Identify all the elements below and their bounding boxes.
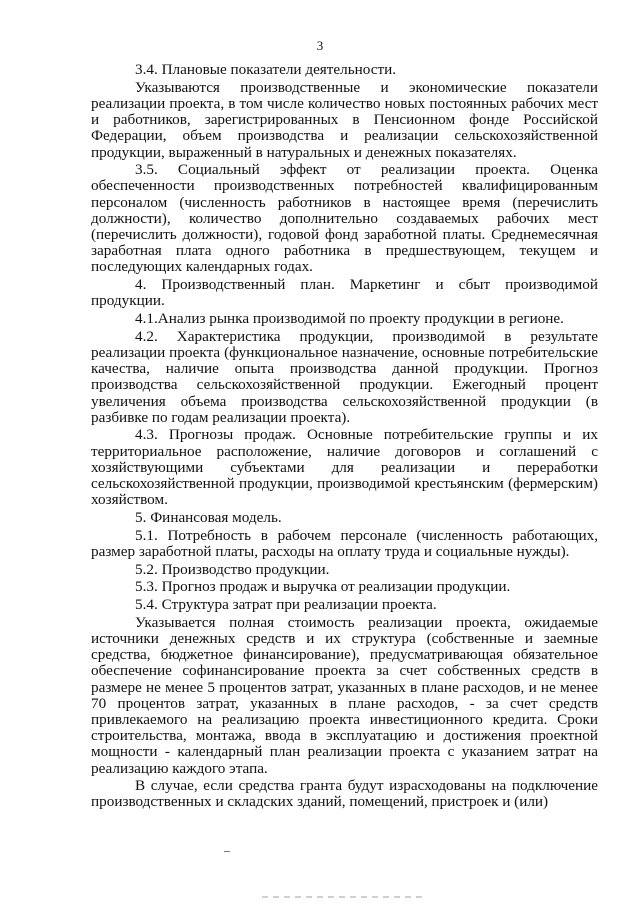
paragraph-5-4-body: Указывается полная стоимость реализации проекта, ожидаемые источники денежных средств и их структура (собственные и заемные средства, бюджетное финансирование), предусматривающая обязательное обеспечение софинансирование проекта за счет собственных средств в размере не менее 5 процентов затрат, указанных в плане расходов, и не менее 70 процентов затрат, указанных в плане расходов, - за счет средств привлекаемого на реализацию проекта инвестиционного кредита. Сроки строительства, монтажа, ввода в эксплуатацию и достижения проектной мощности - календарный план реализации проекта с указанием затрат на реализацию каждого этапа. (91, 613, 598, 777)
paragraph-4: 4. Производственный план. Маркетинг и сбыт производимой продукции. (91, 276, 598, 310)
paragraph-3-4-body: Указываются производственные и экономические показатели реализации проекта, в том числе количество новых постоянных рабочих мест и работников, зарегистрированных в Пенсионном фонде Российской Федерации, объем производства и реализации сельскохозяйственной продукции, выраженный в натуральных и денежных показателях. (91, 78, 598, 161)
paragraph-5: 5. Финансовая модель. (135, 508, 282, 526)
scan-artifact (262, 896, 422, 898)
paragraph-3-5: 3.5. Социальный эффект от реализации проекта. Оценка обеспеченности производственных потребностей квалифицированным персоналом (численность работников в настоящее время (перечислить должности), количество дополнительно создаваемых рабочих мест (перечислить должности), годовой фонд заработной платы. Среднемесячная заработная плата одного работника в предшествующем, текущем и последующих календарных годах. (91, 161, 598, 276)
paragraph-5-3: 5.3. Прогноз продаж и выручка от реализации продукции. (135, 578, 511, 596)
paragraph-5-2: 5.2. Производство продукции. (135, 560, 330, 578)
paragraph-4-3: 4.3. Прогнозы продаж. Основные потребительские группы и их территориальное расположение, наличие договоров и соглашений с хозяйствующими субъектами для реализации и переработки сельскохозяйственной продукции, производимой крестьянским (фермерским) хозяйством. (91, 426, 598, 509)
document-body (91, 62, 598, 812)
paragraph-3-4-heading: 3.4. Плановые показатели деятельности. (135, 61, 397, 78)
paragraph-5-1: 5.1. Потребность в рабочем персонале (численность работающих, размер заработной платы, расходы на оплату труда и социальные нужды). (91, 526, 598, 560)
paragraph-grant: В случае, если средства гранта будут израсходованы на подключение производственных и складских зданий, помещений, пристроек и (или) (91, 777, 598, 811)
paragraph-5-4-heading: 5.4. Структура затрат при реализации проекта. (135, 596, 437, 613)
page-number: 3 (316, 38, 324, 53)
paragraph-4-1: 4.1.Анализ рынка производимой по проекту продукции в регионе. (135, 310, 564, 328)
paragraph-4-2: 4.2. Характеристика продукции, производимой в результате реализации проекта (функциональное назначение, основные потребительские качества, наличие опыта производства данной продукции. Прогноз производства сельскохозяйственной продукции. Ежегодный процент увеличения объема производства сельскохозяйственной продукции (в разбивке по годам реализации проекта). (91, 327, 598, 426)
scan-mark (224, 851, 230, 852)
